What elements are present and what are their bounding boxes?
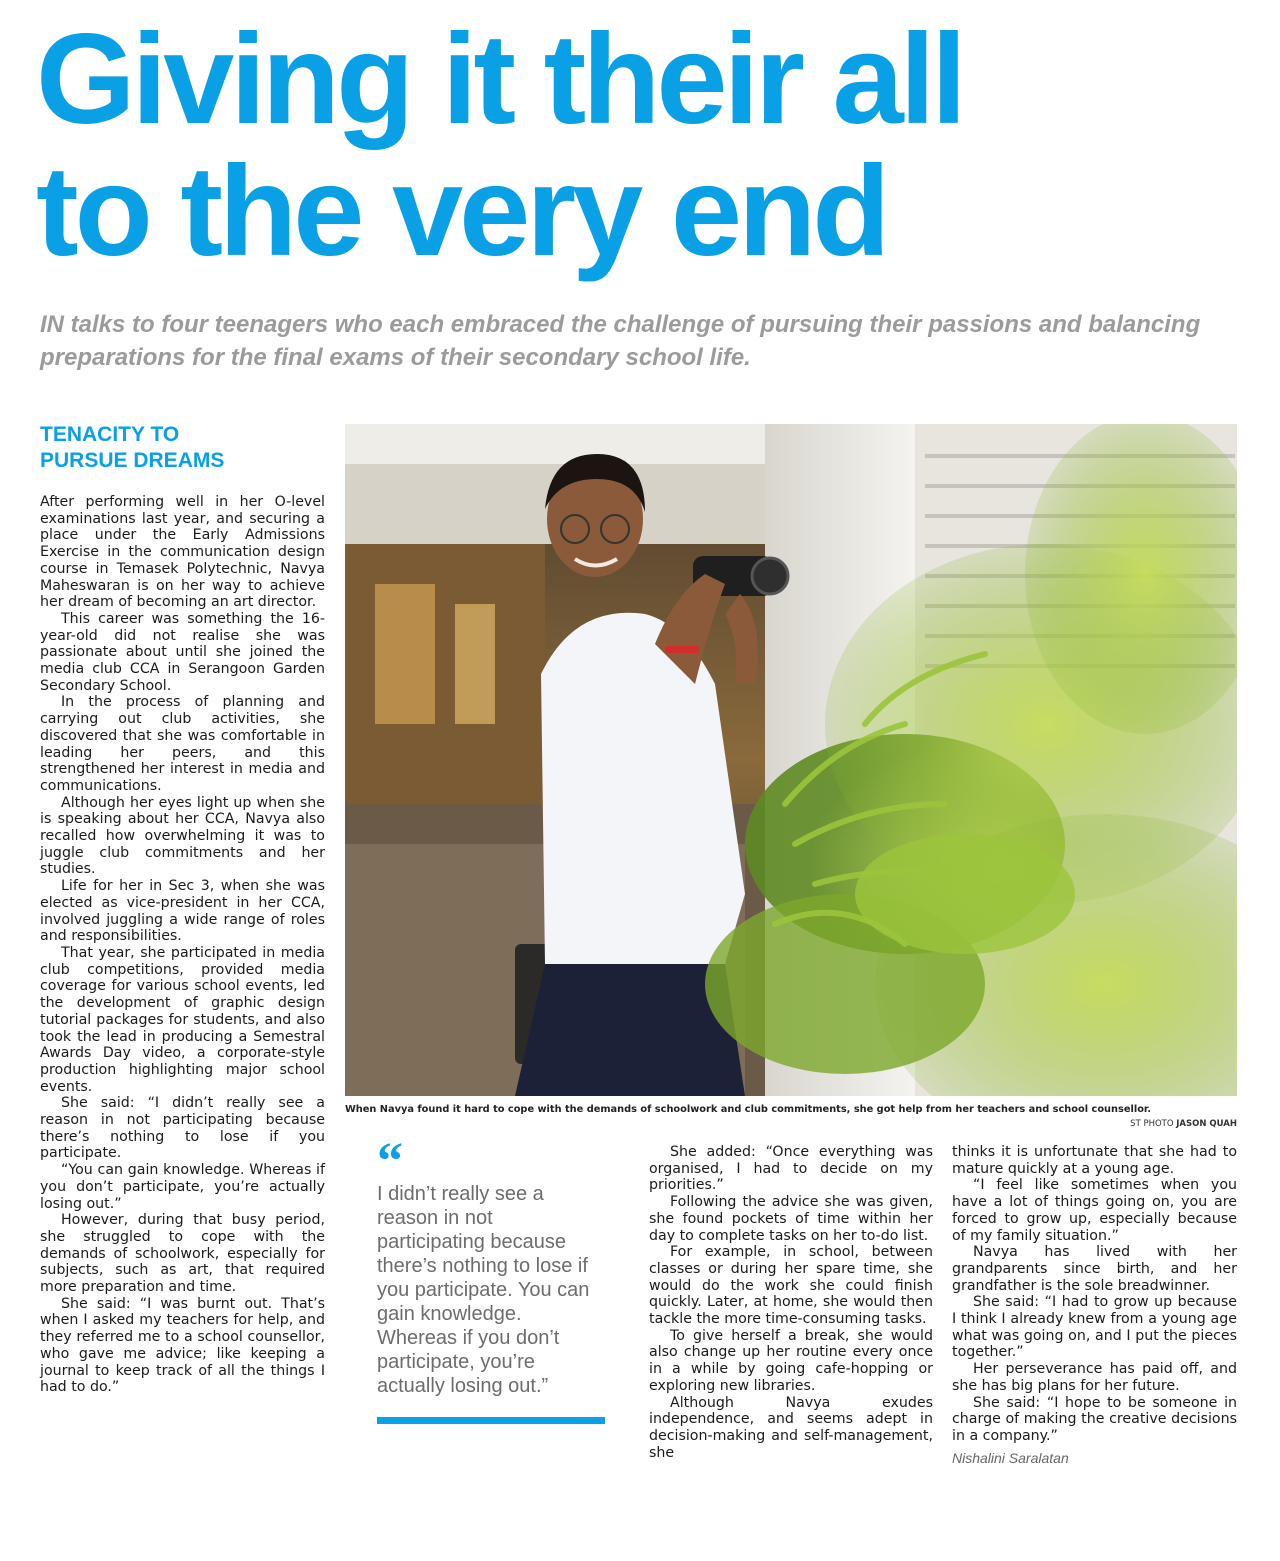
paragraph: This career was something the 16-year-old did not realise she was passionate about until she joined the media club CCA in Serangoon Garden Secondary School.	[40, 610, 325, 694]
paragraph: However, during that busy period, she struggled to cope with the demands of schoolwork, especially for subjects, such as art, that required more preparation and time.	[40, 1212, 325, 1296]
paragraph: That year, she participated in media club competitions, provided media coverage for various school events, led the development of graphic design tutorial packages for students, and also took the lead in producing a Semestral Awards Day video, a corporate-style production highlighting major school events.	[40, 944, 325, 1095]
paragraph: To give herself a break, she would also change up her routine every once in a while by going cafe-hopping or exploring new libraries.	[649, 1327, 933, 1394]
pull-quote	[377, 1133, 605, 1398]
paragraph: She said: “I had to grow up because I think I already knew from a young age what was going on, and I put the pieces together.”	[952, 1294, 1237, 1361]
standfirst: IN talks to four teenagers who each embraced the challenge of pursuing their passions and balancing preparations for the final exams of their secondary school life.	[40, 311, 1201, 371]
feature-photo	[345, 424, 1237, 1096]
paragraph: “I feel like sometimes when you have a lot of things going on, you are forced to grow up, especially because of my family situation.”	[952, 1177, 1237, 1244]
paragraph: Her perseverance has paid off, and she has big plans for her future.	[952, 1361, 1237, 1394]
headline-line-1: Giving it their all	[36, 8, 963, 151]
paragraph: She said: “I didn’t really see a reason in not participating because there’s nothing to lose if you participate.	[40, 1095, 325, 1162]
photo-illustration	[345, 424, 1237, 1096]
body-column-4	[952, 1144, 1237, 1467]
paragraph: “You can gain knowledge. Whereas if you don’t participate, you’re actually losing out.”	[40, 1162, 325, 1212]
section-heading-line-2: PURSUE DREAMS	[40, 449, 225, 472]
paragraph: Navya has lived with her grandparents since birth, and her grandfather is the sole breadwinner.	[952, 1244, 1237, 1294]
photo-caption: When Navya found it hard to cope with the demands of schoolwork and club commitments, she got help from her teachers and school counsellor.	[345, 1104, 1152, 1115]
section-heading	[40, 422, 330, 474]
paragraph: thinks it is unfortunate that she had to mature quickly at a young age.	[952, 1144, 1237, 1177]
body-column-3	[649, 1144, 933, 1461]
photo-credit-prefix: ST PHOTO	[1130, 1119, 1174, 1129]
paragraph: Life for her in Sec 3, when she was elected as vice-president in her CCA, involved juggling a wide range of roles and responsibilities.	[40, 878, 325, 945]
photo-credit	[1130, 1119, 1237, 1129]
headline	[36, 8, 1256, 283]
body-column-1	[40, 494, 325, 1396]
paragraph: Following the advice she was given, she found pockets of time within her day to complete tasks on her to-do list.	[649, 1194, 933, 1244]
paragraph: She said: “I hope to be someone in charge of making the creative decisions in a company.”	[952, 1394, 1237, 1444]
paragraph: She added: “Once everything was organised, I had to decide on my priorities.”	[649, 1144, 933, 1194]
paragraph: In the process of planning and carrying out club activities, she discovered that she was comfortable in leading her peers, and this strengthened her interest in media and communications.	[40, 694, 325, 794]
pull-quote-rule	[377, 1417, 605, 1424]
byline: Nishalini Saralatan	[952, 1449, 1069, 1466]
section-heading-line-1: TENACITY TO	[40, 423, 180, 446]
quote-mark-icon: “	[377, 1133, 403, 1190]
paragraph: For example, in school, between classes or during her spare time, she would do the work she could finish quickly. Later, at home, she would then tackle the more time-consuming tasks.	[649, 1244, 933, 1328]
paragraph: Although Navya exudes independence, and seems adept in decision-making and self-management, she	[649, 1394, 933, 1461]
paragraph: After performing well in her O-level examinations last year, and securing a place under the Early Admissions Exercise in the communication design course in Temasek Polytechnic, Navya Maheswaran is on her way to achieve her dream of becoming an art director.	[40, 494, 325, 611]
pull-quote-text: I didn’t really see a reason in not participating because there’s nothing to lose if you participate. You can gain knowledge. Whereas if you don’t participate, you’re actually losing out.”	[377, 1183, 590, 1397]
photo-credit-name: JASON QUAH	[1176, 1119, 1237, 1129]
headline-line-2: to the very end	[36, 140, 887, 283]
paragraph: Although her eyes light up when she is speaking about her CCA, Navya also recalled how overwhelming it was to juggle club commitments and her studies.	[40, 794, 325, 878]
paragraph: She said: “I was burnt out. That’s when I asked my teachers for help, and they referred me to a school counsellor, who gave me advice; like keeping a journal to keep track of all the things I had to do.”	[40, 1295, 325, 1396]
